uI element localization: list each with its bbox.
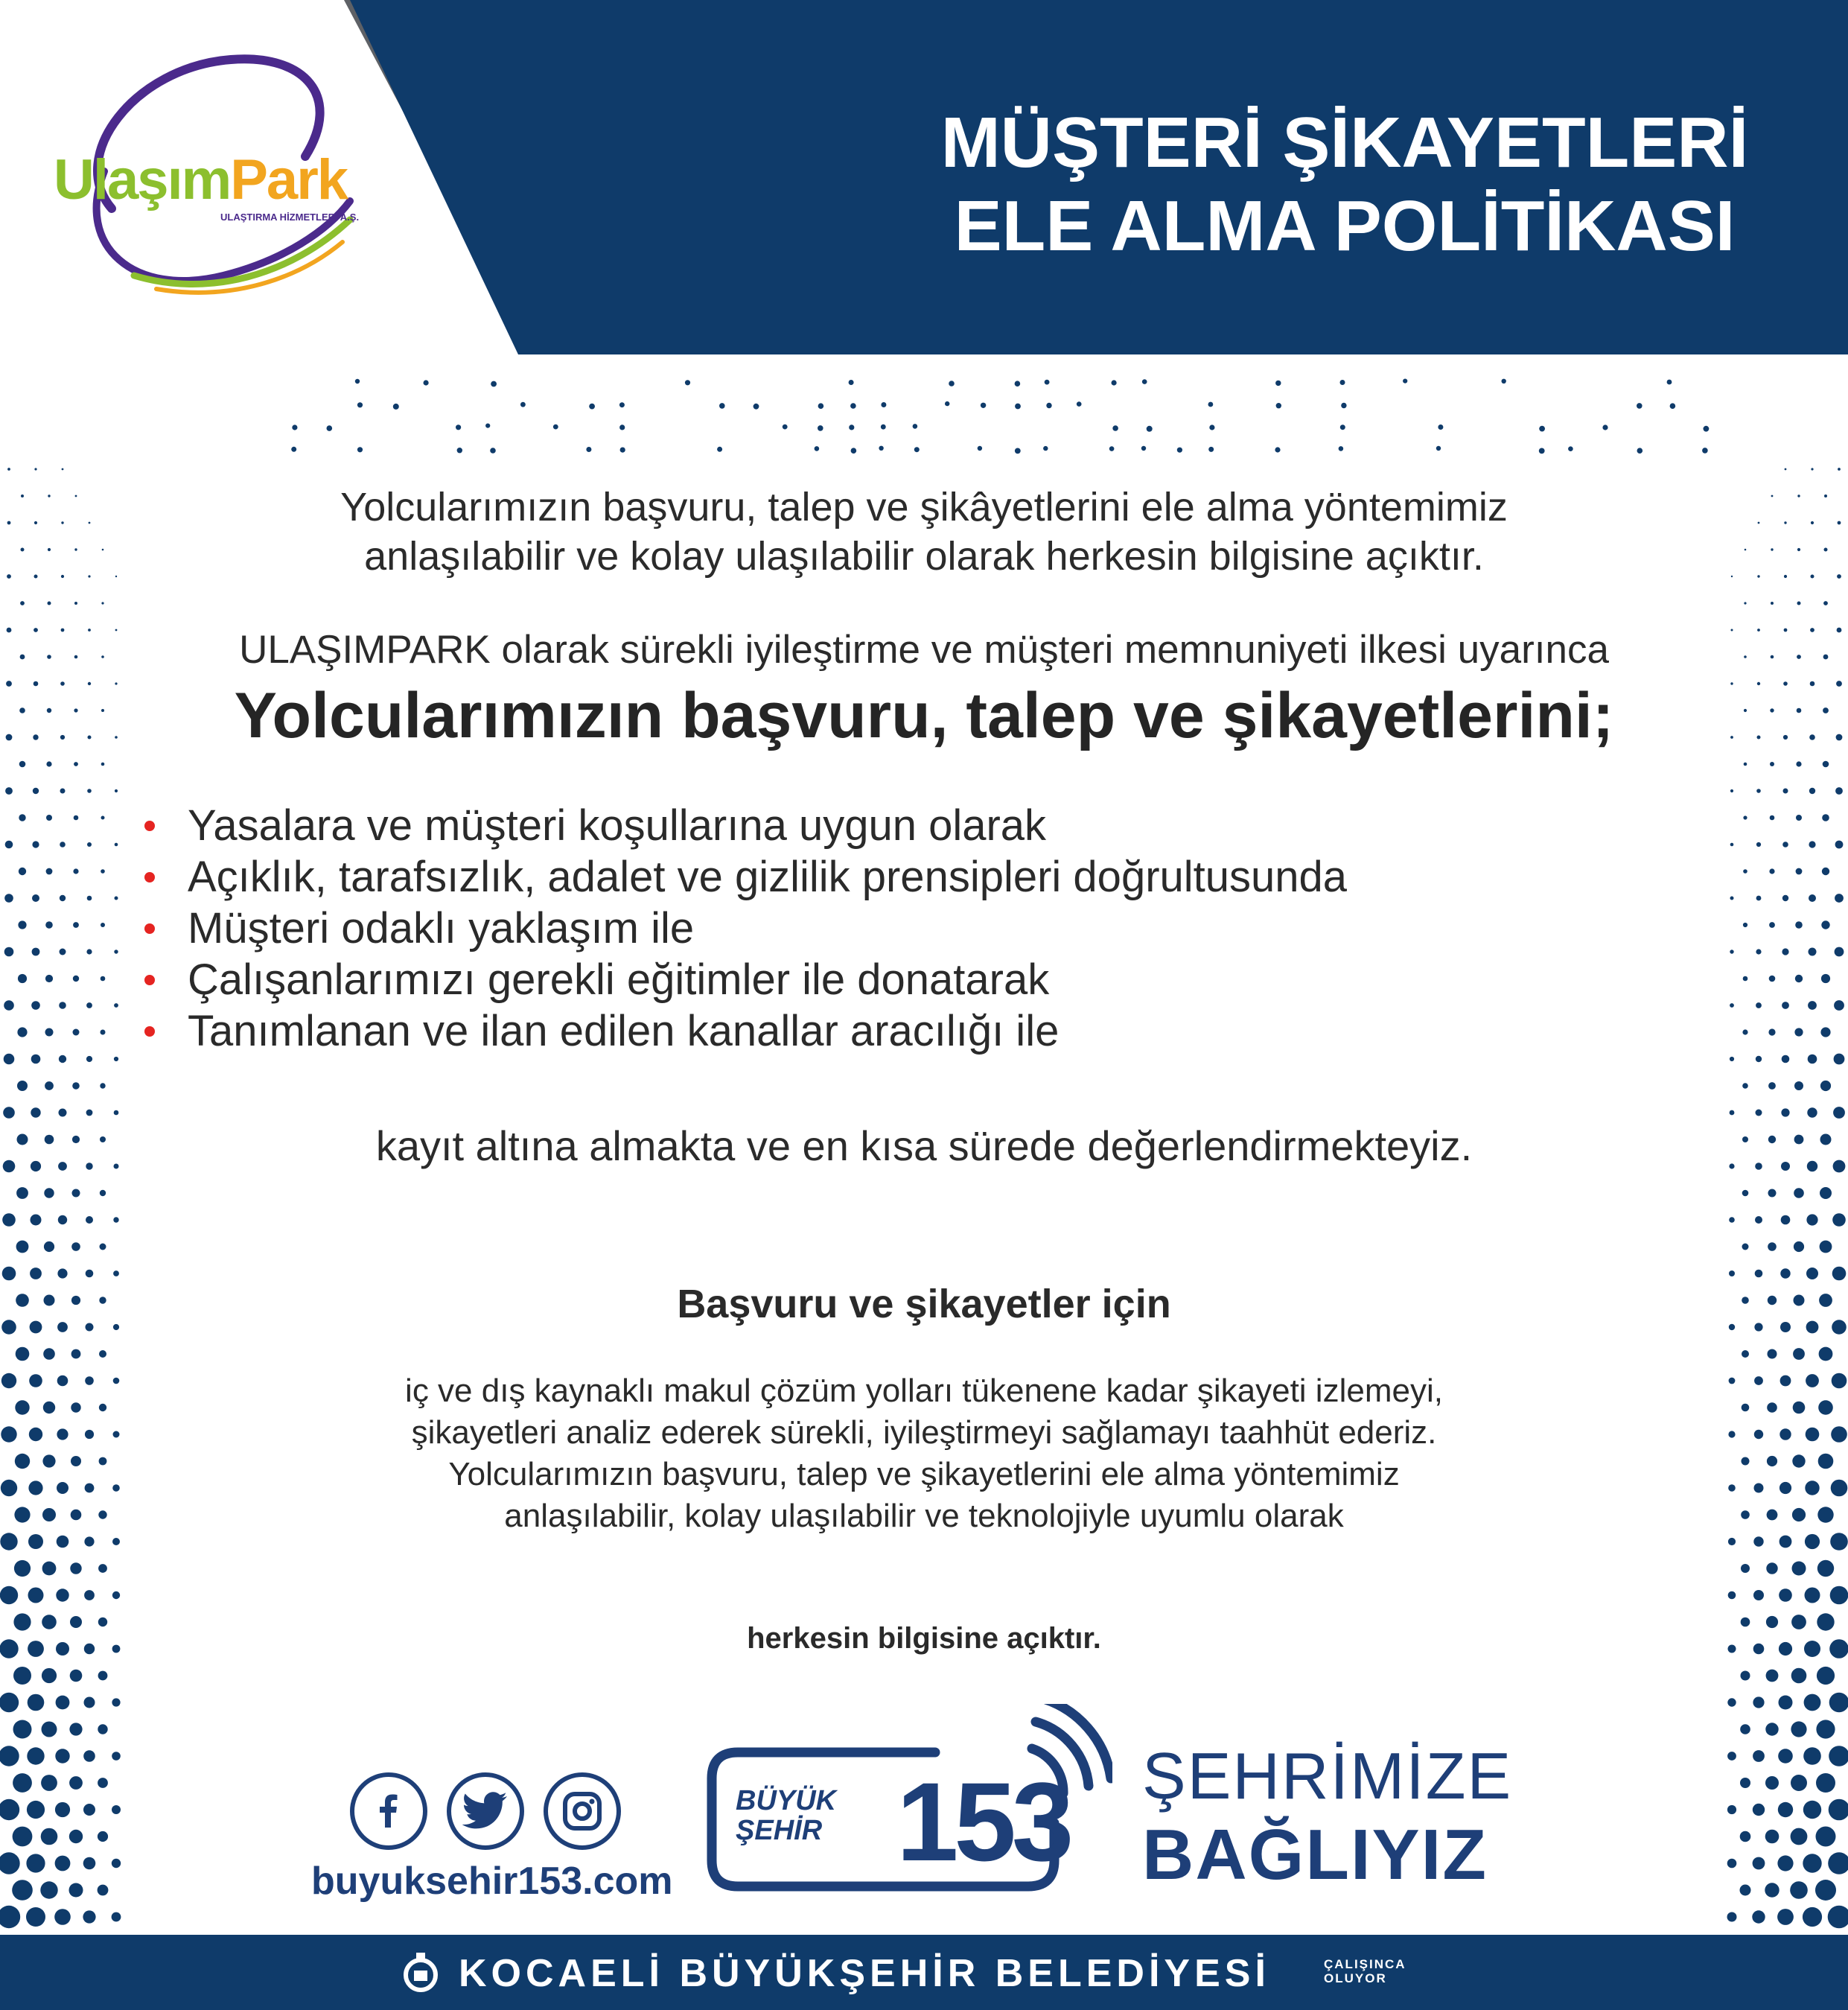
- lead-text: ULAŞIMPARK olarak sürekli iyileştirme ve müşteri memnuniyeti ilkesi uyarınca: [239, 628, 1609, 672]
- badge-label: BÜYÜK ŞEHİR: [736, 1785, 837, 1846]
- buyuksehir-153-badge: [704, 1704, 1112, 1898]
- website-link[interactable]: buyuksehir153.com: [311, 1860, 673, 1903]
- kocaeli-emblem-icon: [401, 1950, 441, 1996]
- badge-number: 153: [896, 1759, 1070, 1884]
- intro-line1: Yolcularımızın başvuru, talep ve şikâyetlerini ele alma yöntemimiz: [340, 485, 1508, 529]
- slogan-line2: BAĞLIYIZ: [1142, 1815, 1488, 1895]
- bullet-dot-icon: [144, 872, 155, 882]
- section-line3: Yolcularımızın başvuru, talep ve şikayetlerini ele alma yöntemimiz: [448, 1456, 1400, 1492]
- bullet-dot-icon: [144, 975, 155, 985]
- page-title-line1: MÜŞTERİ ŞİKAYETLERİ: [940, 103, 1749, 182]
- page-title-line2: ELE ALMA POLİTİKASI: [954, 186, 1736, 266]
- bullet-dot-icon: [144, 1026, 155, 1037]
- footer-org-name: KOCAELİ BÜYÜKŞEHİR BELEDİYESİ: [459, 1952, 1270, 1995]
- logo-wordmark: UlaşımPark: [54, 148, 348, 212]
- footer-bar: [0, 1935, 1848, 2010]
- list-item: Açıklık, tarafsızlık, adalet ve gizlilik prensipleri doğrultusunda: [140, 851, 1347, 903]
- section-line4: anlaşılabilir, kolay ulaşılabilir ve teknolojiyle uyumlu olarak: [504, 1498, 1344, 1534]
- section-heading: Başvuru ve şikayetler için: [677, 1282, 1171, 1326]
- bullet-dot-icon: [144, 821, 155, 831]
- twitter-icon[interactable]: [447, 1772, 524, 1850]
- bullet-list: [140, 800, 1347, 1057]
- intro-line2: anlaşılabilir ve kolay ulaşılabilir olarak herkesin bilgisine açıktır.: [364, 534, 1484, 579]
- list-item: Müşteri odaklı yaklaşım ile: [140, 903, 1347, 954]
- slogan-line1: ŞEHRİMİZE: [1142, 1739, 1513, 1813]
- list-item: Tanımlanan ve ilan edilen kanallar aracılığı ile: [140, 1005, 1347, 1057]
- instagram-icon[interactable]: [544, 1772, 621, 1850]
- logo-subtitle: ULAŞTIRMA HİZMETLERİ A.Ş.: [220, 212, 360, 223]
- section-line1: iç ve dış kaynaklı makul çözüm yolları tükenene kadar şikayeti izlemeyi,: [405, 1373, 1443, 1409]
- conclusion-text: kayıt altına almakta ve en kısa sürede değerlendirmekteyiz.: [375, 1122, 1473, 1169]
- headline: Yolcularımızın başvuru, talep ve şikayetlerini;: [234, 680, 1614, 751]
- section-line2: şikayetleri analiz ederek sürekli, iyileştirmeyi sağlamayı taahhüt ederiz.: [411, 1414, 1437, 1451]
- bullet-dot-icon: [144, 923, 155, 934]
- closing-text: herkesin bilgisine açıktır.: [747, 1622, 1101, 1655]
- list-item: Çalışanlarımızı gerekli eğitimler ile donatarak: [140, 954, 1347, 1005]
- list-item: Yasalara ve müşteri koşullarına uygun olarak: [140, 800, 1347, 851]
- ulasimpark-logo: [45, 52, 365, 305]
- facebook-icon[interactable]: [350, 1772, 427, 1850]
- footer-tagline: ÇALIŞINCA OLUYOR: [1324, 1957, 1406, 1985]
